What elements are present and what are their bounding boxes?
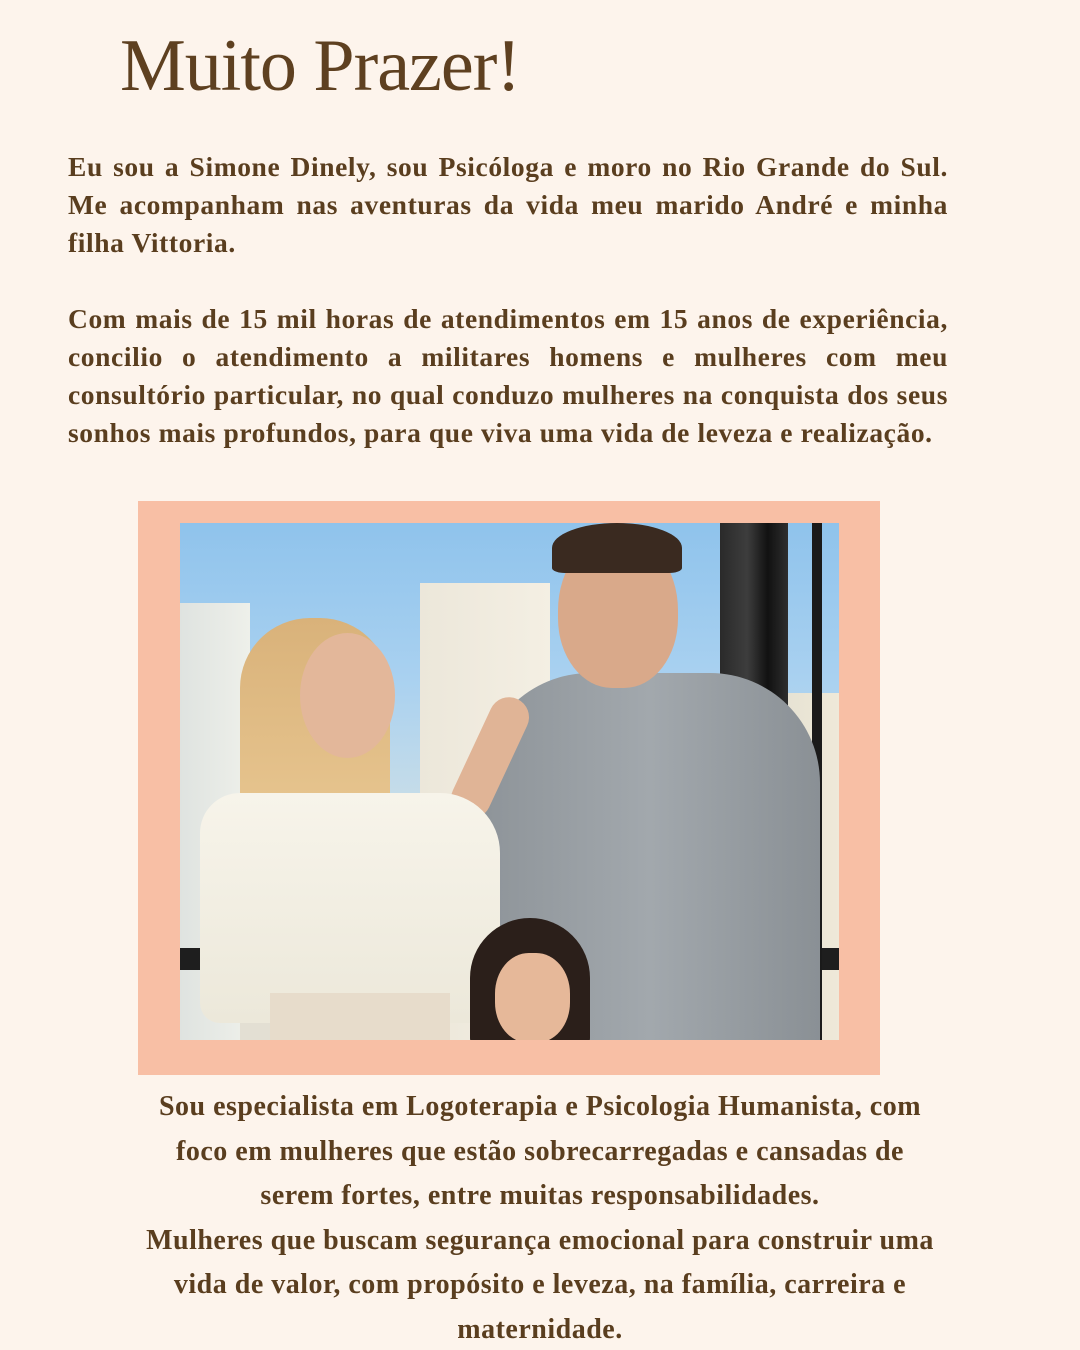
closing-line: Sou especialista em Logoterapia e Psicologia Humanista, com (158, 1091, 922, 1122)
man-hair (552, 523, 682, 573)
woman-figure (200, 793, 500, 1023)
woman-head (300, 633, 395, 758)
intro-paragraph-1: Eu sou a Simone Dinely, sou Psicóloga e moro no Rio Grande do Sul. Me acompanham nas aventuras da vida meu marido André e minha filha Vittoria. (68, 151, 948, 258)
family-photo (180, 523, 839, 1040)
closing-paragraph (60, 1085, 1020, 1350)
closing-line: foco em mulheres que estão sobrecarregadas e cansadas de (176, 1135, 904, 1167)
intro-paragraph-2: Com mais de 15 mil horas de atendimentos em 15 anos de experiência, concilio o atendimento a militares homens e mulheres com meu consultório particular, no qual conduzo mulheres na conquista dos seus sonhos mais profundos, para que viva uma vida de leveza e realização. (68, 303, 948, 448)
closing-line: maternidade. (457, 1313, 623, 1345)
page-title: Muito Prazer! (120, 25, 521, 107)
closing-line: Mulheres que buscam segurança emocional para construir uma (146, 1224, 934, 1256)
closing-line: serem fortes, entre muitas responsabilidades. (260, 1180, 820, 1211)
child-figure (495, 953, 570, 1040)
woman-skirt (270, 993, 450, 1040)
closing-line: vida de valor, com propósito e leveza, na família, carreira e (173, 1269, 907, 1300)
photo-frame (138, 501, 880, 1075)
